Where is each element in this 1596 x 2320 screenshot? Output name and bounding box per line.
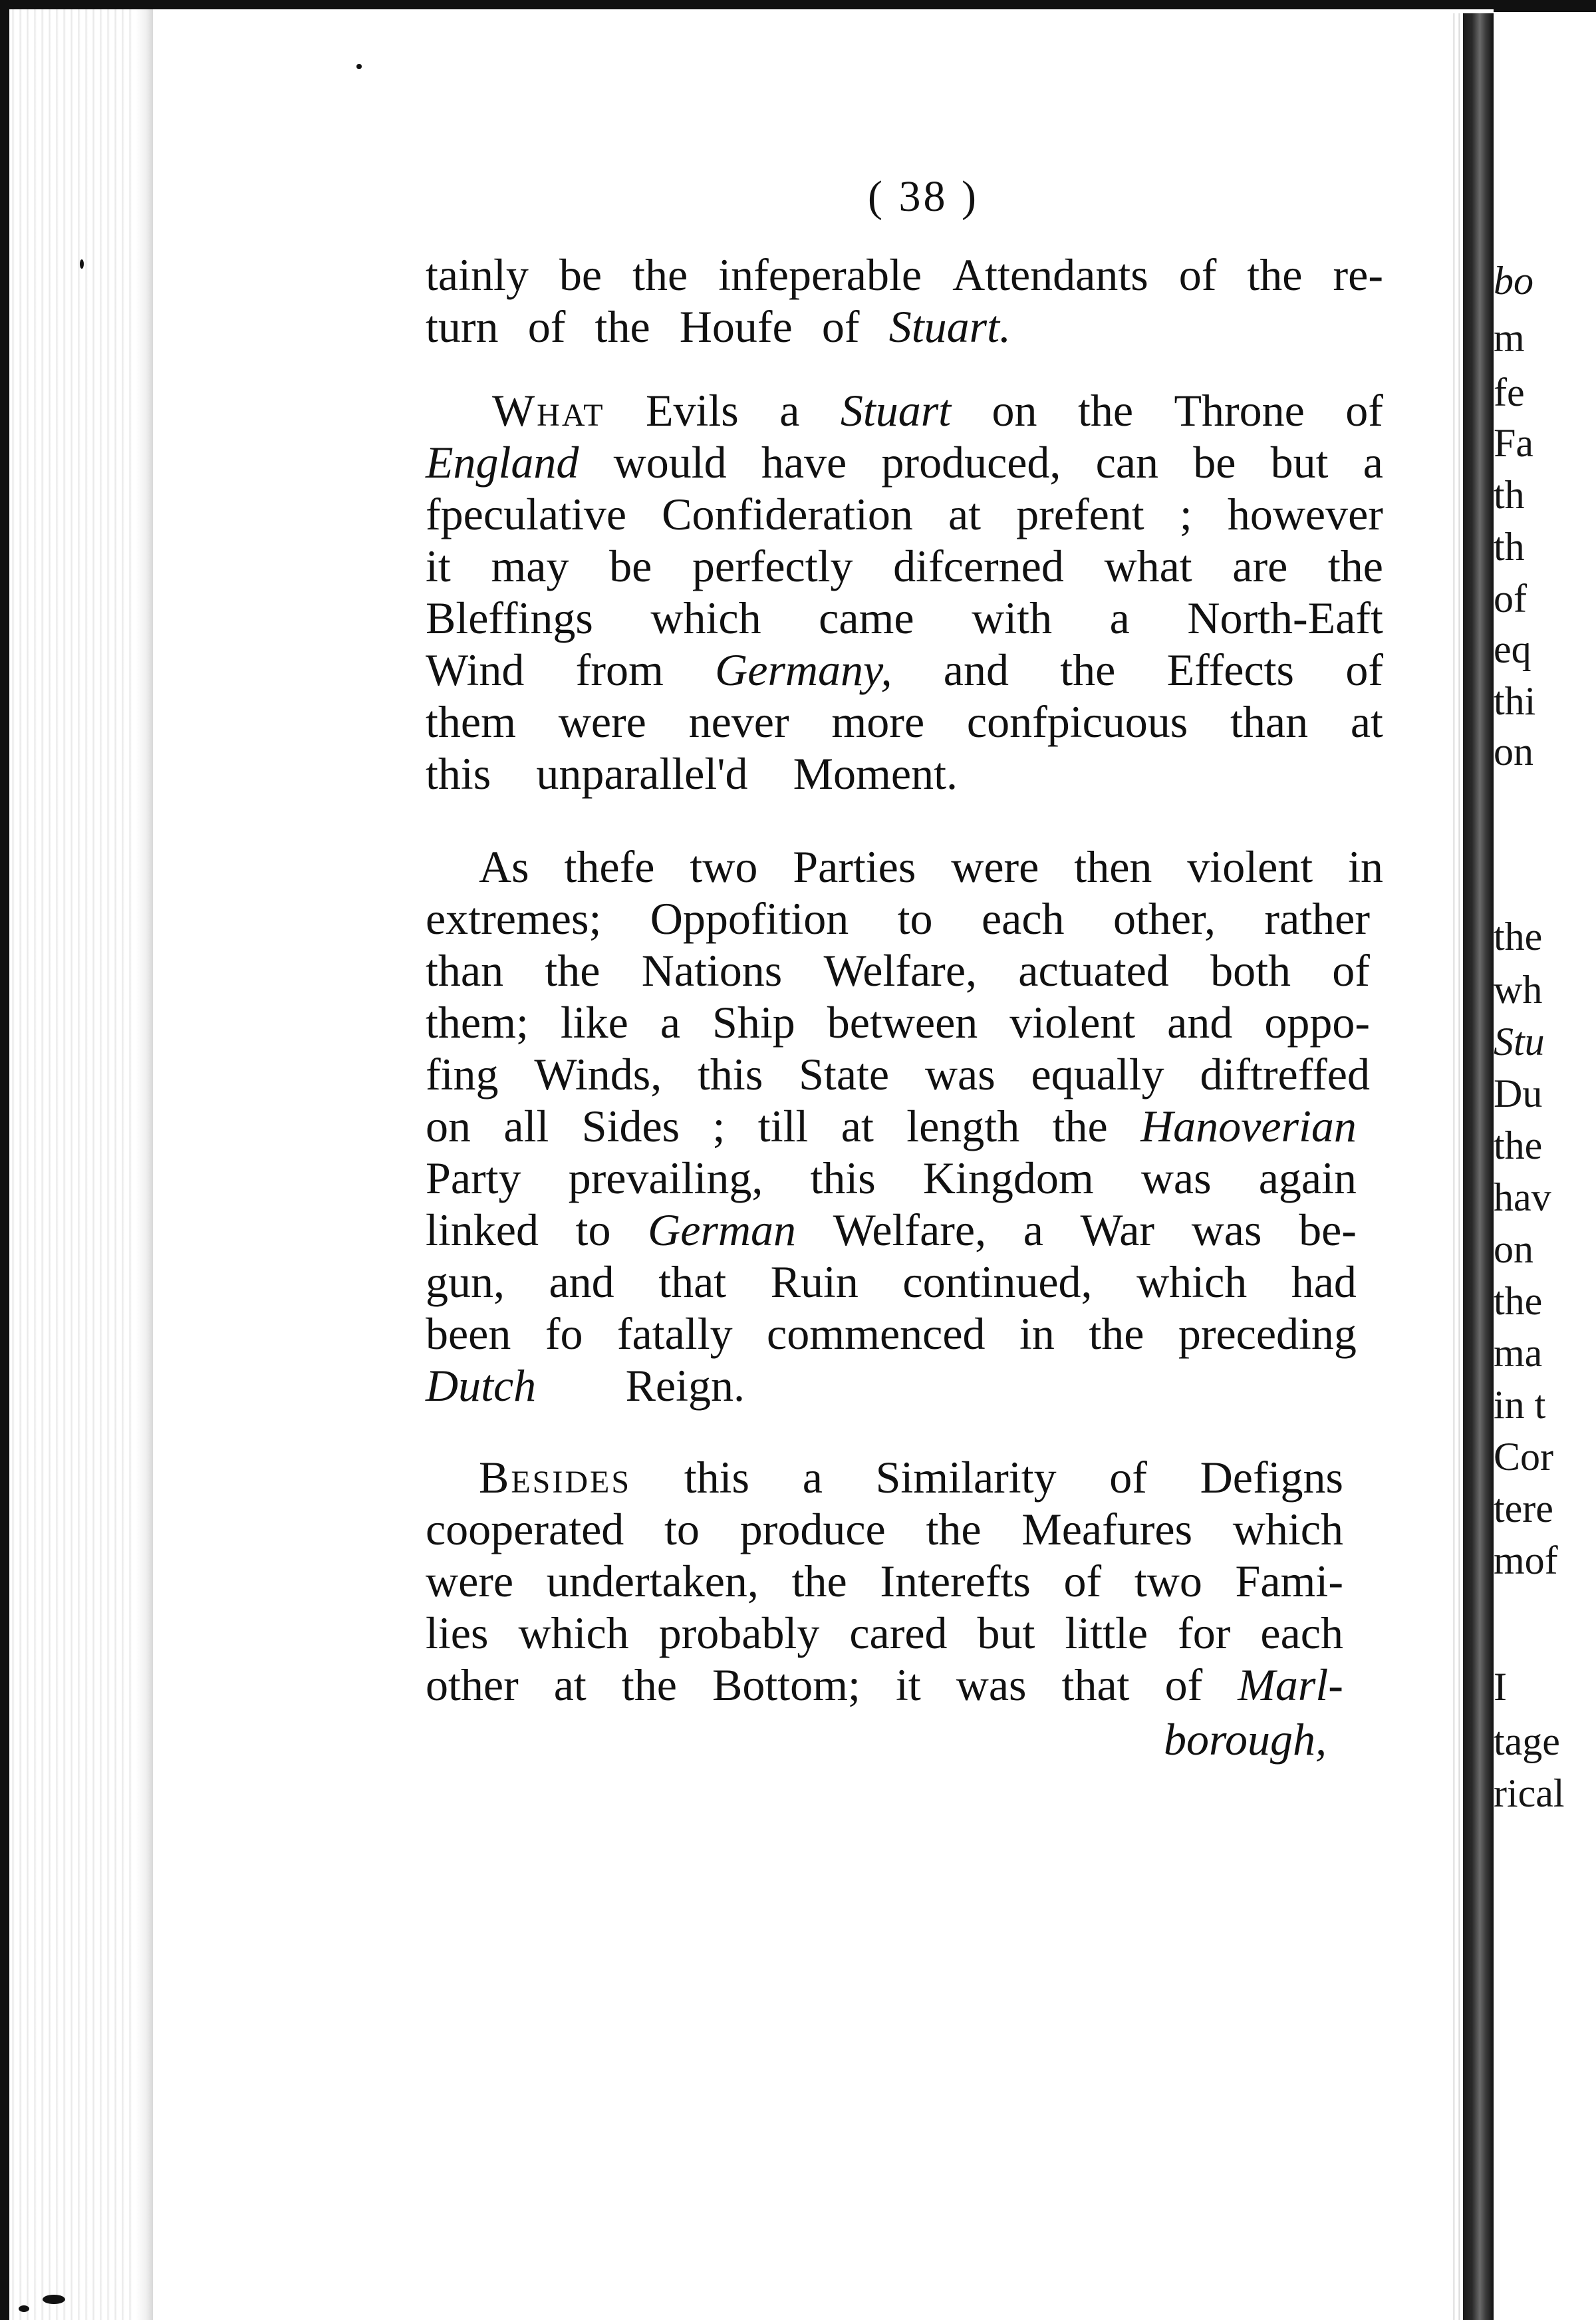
word: was	[1140, 1153, 1212, 1203]
word: diftreffed	[1200, 1049, 1370, 1099]
facing-fragment: in t	[1494, 1383, 1546, 1427]
text-line	[426, 1152, 1357, 1204]
word: from	[575, 645, 664, 695]
text-line	[426, 696, 1383, 748]
facing-fragment: mof	[1494, 1538, 1558, 1582]
word: like	[560, 997, 628, 1048]
word: Confideration	[662, 489, 913, 539]
facing-fragment: rical	[1494, 1771, 1565, 1815]
word: this	[810, 1153, 876, 1203]
text-line	[426, 1607, 1343, 1659]
word: equally	[1031, 1049, 1164, 1099]
catchword	[1164, 1713, 1337, 1765]
word: them	[426, 696, 516, 747]
word: each	[982, 893, 1065, 944]
word: then	[1074, 841, 1152, 892]
word: Interefts	[880, 1556, 1031, 1606]
word: Ship	[712, 997, 795, 1048]
text-line	[426, 996, 1370, 1048]
word: may	[491, 541, 569, 591]
word: Bottom;	[712, 1660, 861, 1710]
page-number: ( 38 )	[868, 172, 979, 221]
word: which	[650, 593, 761, 643]
facing-fragment: tere	[1494, 1487, 1553, 1530]
word: to	[897, 893, 933, 944]
facing-fragment: Fa	[1494, 421, 1533, 465]
text-line	[492, 384, 1383, 436]
word: of	[821, 301, 860, 352]
facing-page	[1494, 0, 1596, 2320]
word: Evils	[645, 385, 739, 436]
word: ;	[1179, 489, 1192, 539]
word: would	[613, 437, 727, 488]
word: with	[972, 593, 1053, 643]
facing-fragment: hav	[1494, 1175, 1551, 1219]
facing-fragment: I	[1494, 1665, 1507, 1709]
text-line	[426, 1659, 1343, 1711]
word: two	[690, 841, 758, 892]
word: but	[977, 1608, 1035, 1658]
facing-fragment: on	[1494, 1227, 1533, 1271]
word: Stuart	[840, 385, 952, 436]
word: Moment.	[793, 748, 958, 799]
word: England	[426, 437, 579, 488]
word: fo	[545, 1308, 583, 1359]
word: Dutch	[426, 1360, 537, 1411]
facing-fragment: Stu	[1494, 1020, 1545, 1064]
word: Party	[426, 1153, 521, 1203]
word: prevailing,	[568, 1153, 763, 1203]
word: be	[1193, 437, 1236, 488]
word: a	[779, 385, 800, 436]
word: at	[841, 1101, 874, 1151]
word: extremes;	[426, 893, 602, 944]
facing-fragment: bo	[1494, 259, 1533, 303]
word: for	[1178, 1608, 1231, 1658]
word: As	[479, 841, 529, 892]
text-line	[426, 893, 1370, 944]
word: Attendants	[952, 249, 1148, 300]
word: violent	[1009, 997, 1136, 1048]
text-line	[426, 1503, 1343, 1555]
word: again	[1258, 1153, 1357, 1203]
facing-fragment: th	[1494, 473, 1525, 517]
facing-fragment: Cor	[1494, 1435, 1553, 1479]
word: other,	[1113, 893, 1216, 944]
word: Reign.	[625, 1360, 745, 1411]
word: Similarity	[875, 1452, 1057, 1503]
facing-fragment: tage	[1494, 1719, 1560, 1763]
text-line	[426, 748, 958, 799]
word: Marl-	[1238, 1660, 1343, 1710]
text-line	[479, 1451, 1343, 1503]
word: but	[1270, 437, 1329, 488]
facing-fragment: eq	[1494, 627, 1531, 671]
word: the	[1247, 249, 1303, 300]
word: lies	[426, 1608, 489, 1658]
word: both	[1210, 945, 1291, 996]
word: Defigns	[1200, 1452, 1343, 1503]
word: oppo-	[1264, 997, 1370, 1048]
word: Ruin	[770, 1256, 859, 1307]
word: Sides	[581, 1101, 680, 1151]
word: confpicuous	[966, 696, 1188, 747]
book-gutter	[1463, 13, 1494, 2320]
word: of	[1345, 385, 1383, 436]
word: in	[1348, 841, 1383, 892]
word: of	[1332, 945, 1370, 996]
word: of	[527, 301, 566, 352]
text-line	[479, 841, 1383, 893]
facing-fragment: Du	[1494, 1072, 1543, 1115]
facing-fragment: ma	[1494, 1331, 1543, 1375]
word: were	[951, 841, 1039, 892]
word: was	[924, 1049, 996, 1099]
word: the	[621, 1660, 677, 1710]
word: Fami-	[1235, 1556, 1343, 1606]
word: of	[1063, 1556, 1102, 1606]
text-line	[426, 1100, 1357, 1152]
word: the	[1052, 1101, 1108, 1151]
word: in	[1019, 1308, 1055, 1359]
word: this	[684, 1452, 749, 1503]
word: of	[1345, 645, 1383, 695]
scan-speck	[80, 259, 84, 269]
word: What	[492, 385, 605, 436]
word: Hanoverian	[1140, 1101, 1357, 1151]
word: and	[549, 1256, 614, 1307]
left-page-edges	[0, 0, 153, 2320]
word: Oppofition	[650, 893, 849, 944]
word: be	[559, 249, 602, 300]
word: which	[1136, 1256, 1248, 1307]
word: was	[956, 1660, 1027, 1710]
word: the	[926, 1504, 982, 1554]
word: of	[1164, 1660, 1203, 1710]
top-scan-border	[0, 0, 1596, 9]
word: can	[1095, 437, 1159, 488]
word: the	[632, 249, 688, 300]
word: commenced	[767, 1308, 986, 1359]
word: actuated	[1018, 945, 1169, 996]
word: than	[426, 945, 504, 996]
facing-fragment: on	[1494, 730, 1533, 774]
word: fpeculative	[426, 489, 627, 539]
word: rather	[1264, 893, 1370, 944]
scan-speck	[43, 2295, 65, 2304]
word: unparallel'd	[536, 748, 748, 799]
facing-fragment: of	[1494, 577, 1527, 621]
word: Stuart.	[888, 301, 1011, 352]
word: it	[426, 541, 451, 591]
word: at	[948, 489, 982, 539]
word: Parties	[793, 841, 916, 892]
word: produce	[739, 1504, 886, 1554]
word: the	[595, 301, 650, 352]
word: a	[1363, 437, 1383, 488]
word: what	[1104, 541, 1192, 591]
facing-page-top-border	[1494, 0, 1596, 12]
scan-speck	[356, 64, 362, 69]
word: re-	[1333, 249, 1383, 300]
word: produced,	[881, 437, 1061, 488]
word: Meafures	[1021, 1504, 1193, 1554]
word: have	[761, 437, 847, 488]
scan-speck	[19, 2305, 29, 2312]
word: be	[609, 541, 652, 591]
word: a	[802, 1452, 823, 1503]
word: were	[426, 1556, 514, 1606]
word: cooperated	[426, 1504, 624, 1554]
word: were	[558, 696, 646, 747]
word: at	[553, 1660, 587, 1710]
word: tainly	[426, 249, 529, 300]
word: little	[1065, 1608, 1148, 1658]
word: German	[648, 1205, 796, 1255]
word: that	[658, 1256, 727, 1307]
text-line	[426, 644, 1383, 696]
text-line	[426, 944, 1370, 996]
word: continued,	[902, 1256, 1093, 1307]
facing-fragment: wh	[1494, 968, 1543, 1012]
text-line	[426, 1048, 1370, 1100]
word: linked	[426, 1205, 539, 1255]
word: and	[1167, 997, 1233, 1048]
text-line	[426, 301, 1011, 353]
word: Besides	[479, 1452, 632, 1503]
word: fing	[426, 1049, 499, 1099]
word: it	[895, 1660, 921, 1710]
word: that	[1061, 1660, 1130, 1710]
word: gun,	[426, 1256, 505, 1307]
word: probably	[658, 1608, 820, 1658]
text-line	[426, 1204, 1357, 1256]
word: infeperable	[718, 249, 922, 300]
text-line	[426, 488, 1383, 540]
word: a	[1109, 593, 1130, 643]
word: had	[1291, 1256, 1357, 1307]
word: them;	[426, 997, 529, 1048]
word: the	[1060, 645, 1116, 695]
word: however	[1227, 489, 1383, 539]
word: the	[1089, 1308, 1144, 1359]
word: which	[1232, 1504, 1343, 1554]
word: to	[664, 1504, 700, 1554]
word: length	[906, 1101, 1020, 1151]
word: the	[1077, 385, 1134, 436]
word: thefe	[564, 841, 655, 892]
word: difcerned	[893, 541, 1064, 591]
word: the	[1327, 541, 1383, 591]
word: which	[518, 1608, 629, 1658]
word: each	[1260, 1608, 1343, 1658]
word: undertaken,	[546, 1556, 759, 1606]
word: ;	[712, 1101, 726, 1151]
facing-fragment: fe	[1494, 370, 1525, 414]
text-line	[426, 249, 1383, 301]
word: Bleffings	[426, 593, 593, 643]
word: Effects	[1166, 645, 1294, 695]
word: violent	[1187, 841, 1313, 892]
word: preceding	[1178, 1308, 1357, 1359]
word: was	[1191, 1205, 1262, 1255]
word: Houfe	[679, 301, 793, 352]
text-line	[426, 436, 1383, 488]
word: of	[1178, 249, 1217, 300]
text-line	[426, 1360, 745, 1411]
word: till	[757, 1101, 809, 1151]
word: Throne	[1174, 385, 1305, 436]
word: Wind	[426, 645, 525, 695]
word: this	[698, 1049, 763, 1099]
word: never	[688, 696, 789, 747]
facing-fragment: m	[1494, 316, 1525, 360]
word: the	[791, 1556, 847, 1606]
word: Welfare,	[833, 1205, 987, 1255]
word: fatally	[616, 1308, 733, 1359]
word: Kingdom	[922, 1153, 1094, 1203]
word: the	[545, 945, 600, 996]
word: of	[1109, 1452, 1147, 1503]
word: came	[819, 593, 914, 643]
word: than	[1230, 696, 1309, 747]
text-line	[426, 1256, 1357, 1308]
word: Welfare,	[823, 945, 978, 996]
facing-fragment: th	[1494, 525, 1525, 569]
word: prefent	[1016, 489, 1144, 539]
facing-fragment: thi	[1494, 679, 1536, 723]
word: State	[799, 1049, 890, 1099]
word: between	[827, 997, 978, 1048]
word: a	[1023, 1205, 1043, 1255]
word: on	[992, 385, 1037, 436]
word: on	[426, 1101, 471, 1151]
word: more	[831, 696, 925, 747]
word: North-Eaft	[1187, 593, 1383, 643]
facing-fragment: the	[1494, 1123, 1543, 1167]
word: are	[1232, 541, 1288, 591]
left-scan-border	[0, 0, 9, 2320]
word: and	[943, 645, 1009, 695]
word: perfectly	[692, 541, 853, 591]
word: War	[1080, 1205, 1155, 1255]
word: Germany,	[715, 645, 892, 695]
word: be-	[1299, 1205, 1357, 1255]
facing-fragment: the	[1494, 1279, 1543, 1323]
word: turn	[426, 301, 499, 352]
word: two	[1134, 1556, 1202, 1606]
word: Winds,	[534, 1049, 662, 1099]
text-line	[426, 592, 1383, 644]
word: borough,	[1164, 1714, 1327, 1765]
text-line	[426, 1555, 1343, 1607]
text-line	[426, 540, 1383, 592]
word: been	[426, 1308, 511, 1359]
word: cared	[849, 1608, 948, 1658]
word: Nations	[641, 945, 783, 996]
text-line	[426, 1308, 1357, 1360]
word: other	[426, 1660, 519, 1710]
word: to	[575, 1205, 611, 1255]
word: a	[660, 997, 681, 1048]
word: all	[503, 1101, 549, 1151]
word: at	[1350, 696, 1383, 747]
word: this	[426, 748, 491, 799]
facing-fragment: the	[1494, 915, 1543, 958]
